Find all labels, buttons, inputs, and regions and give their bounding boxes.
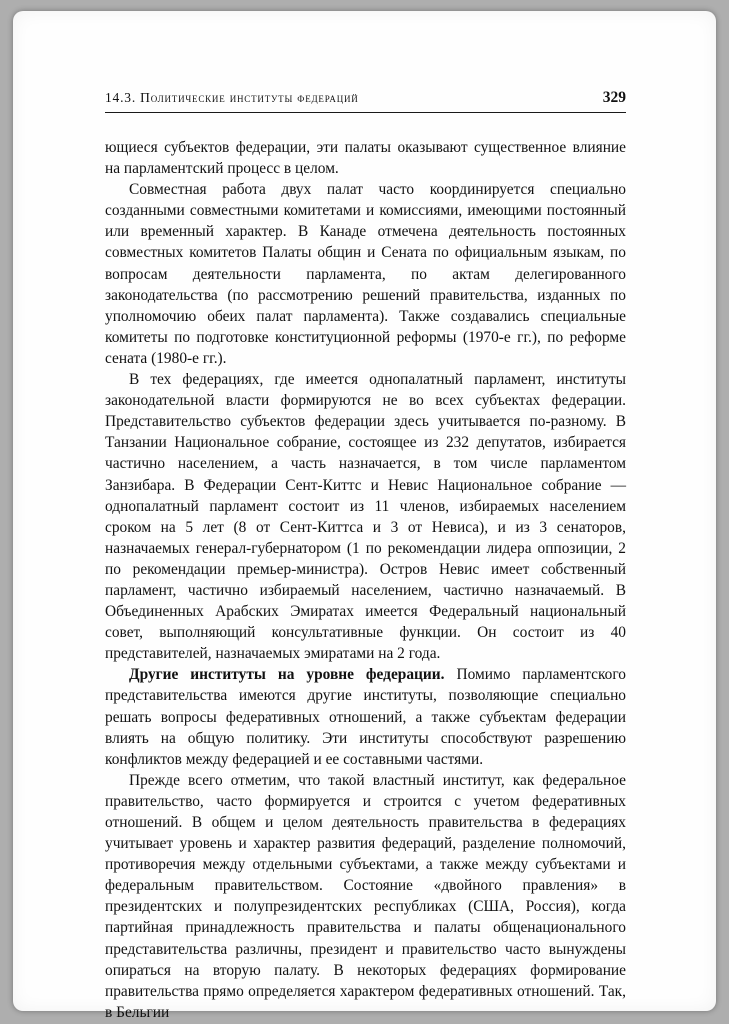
section-title: 14.3. Политические институты федераций (105, 90, 359, 105)
paragraph-text: Совместная работа двух палат часто координируется специально созданными совместными комитетами и комиссиями, имеющими постоянный или временный характер. В Канаде отмечена деятельность постоянных совместных комитетов Палаты общин и Сената по официальным языкам, по вопросам деятельности парламента, по актам делегированного законодательства (по рассмотрению решений правительства, изданных по уполномочию обеих палат парламента). Также создавались специальные комитеты по подготовке конституционной реформы (1970-е гг.), по реформе сената (1980-е гг.). (105, 181, 626, 367)
paragraph-text: Прежде всего отметим, что такой властный институт, как федеральное правительство, часто формируется и строится с учетом федеративных отношений. В общем и целом деятельность правительства в федерациях учитывает уровень и характер развития федераций, разделение полномочий, противоречия между отдельными субъектами, а также между субъектами и федеральным правительством. Состояние «двойного правления» в президентских и полупрезидентских республиках (США, Россия), когда партийная принадлежность правительства и палаты общенационального представительства различны, президент и правительство часто вынуждены опираться на вторую палату. В некоторых федерациях формирование правительства прямо определяется характером федеративных отношений. Так, в Бельгии (105, 771, 626, 1021)
paragraph-bold-lead: Другие институты на уровне федерации. (129, 666, 457, 684)
paragraph (105, 179, 626, 369)
paragraph-text: В тех федерациях, где имеется однопалатный парламент, институты законодательной власти формируются не во всех субъектах федерации. Представительство субъектов федерации здесь учитывается по-разному. В Танзании Национальное собрание, состоящее из 232 депутатов, избирается частично населением, а часть назначается, в том числе парламентом Занзибара. В Федерации Сент-Киттс и Невис Национальное собрание — однопалатный парламент состоит из 11 членов, избираемых населением сроком на 5 лет (8 от Сент-Киттса и 3 от Невиса), и из 3 сенаторов, назначаемых генерал-губернатором (1 по рекомендации лидера оппозиции, 2 по рекомендации премьер-министра). Остров Невис имеет собственный парламент, частично избираемый населением, частично назначаемый. В Объединенных Арабских Эмиратах имеется Федеральный национальный совет, выполняющий консультативные функции. Он состоит из 40 представителей, назначаемых эмиратами на 2 года. (105, 371, 626, 663)
running-head (105, 89, 626, 113)
paragraph (105, 770, 626, 1023)
paragraph (105, 664, 626, 769)
paragraph (105, 369, 626, 664)
paragraph-text: Помимо парламентского представительства имеются другие институты, позволяющие специально решать вопросы федеративных отношений, а также субъектам федерации влиять на общую политику. Эти институты способствуют разрешению конфликтов между федерацией и ее составными частями. (105, 666, 626, 768)
book-page (13, 11, 716, 1021)
page-body (105, 137, 626, 1023)
page-number: 329 (602, 89, 626, 106)
paragraph-text: ющиеся субъектов федерации, эти палаты оказывают существенное влияние на парламентский процесс в целом. (105, 139, 626, 178)
paragraph (105, 137, 626, 179)
